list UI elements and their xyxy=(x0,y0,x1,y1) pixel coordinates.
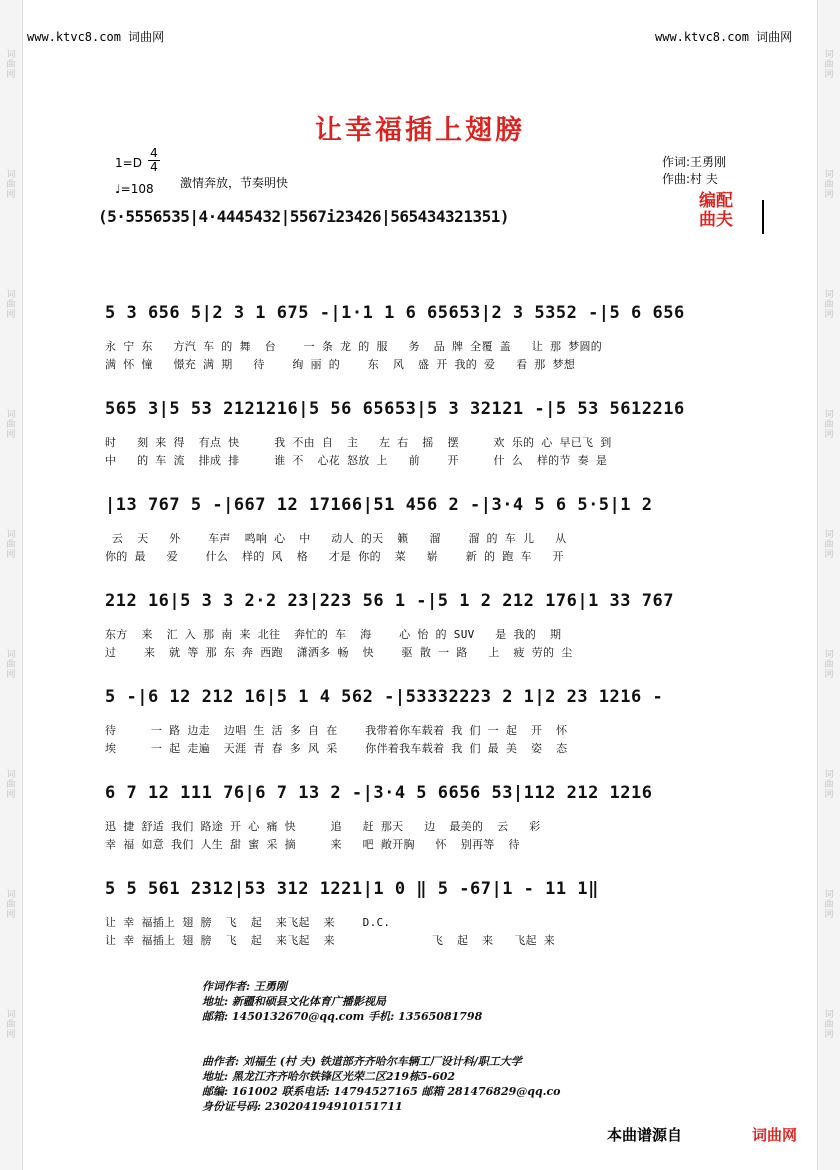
intro-notes: (5·5556535|4·4445432|5567i23426|565434321351) xyxy=(98,207,509,226)
side-watermark: 词曲网 xyxy=(6,50,16,80)
right-watermark-strip xyxy=(817,0,840,1170)
lyrics-verse-1: 时 刻 来 得 有点 快 我 不由 自 主 左 右 摇 摆 欢 乐的 心 早已飞 到 xyxy=(105,436,612,449)
side-watermark: 词曲网 xyxy=(824,650,834,680)
lyricist-address: 地址: 新疆和硕县文化体育广播影视局 xyxy=(202,995,386,1008)
source-logo[interactable]: 词曲网 xyxy=(752,1126,798,1144)
lyrics-verse-2: 过 来 就 等 那 东 奔 西跑 潇洒多 畅 快 驱 散 一 路 上 疲 劳的 尘 xyxy=(105,646,573,659)
time-top: 4 xyxy=(150,146,158,160)
intro-end-bar xyxy=(762,200,764,234)
time-bottom: 4 xyxy=(148,160,160,174)
lyrics-verse-2: 幸 福 如意 我们 人生 甜 蜜 采 摘 来 吧 敞开胸 怀 别再等 待 xyxy=(105,838,520,851)
song-title: 让幸福插上翅膀 xyxy=(315,115,525,146)
composer-id: 身份证号码: 230204194910151711 xyxy=(202,1100,403,1113)
notes-line: 5 -|6 12 212 16|5 1 4 562 -|53332223 2 1|2 23 1216 - xyxy=(105,687,664,707)
composer-contact: 邮编: 161002 联系电话: 14794527165 邮箱 281476829@qq.co xyxy=(202,1085,561,1098)
lyricist-contact: 邮箱: 1450132670@qq.com 手机: 13565081798 xyxy=(202,1010,483,1023)
lyrics-verse-1: 待 一 路 边走 边唱 生 活 多 自 在 我带着你车载着 我 们 一 起 开 怀 xyxy=(105,724,568,737)
side-watermark: 词曲网 xyxy=(6,170,16,200)
header-left-site[interactable]: www.ktvc8.com 词曲网 xyxy=(27,30,165,44)
left-watermark-strip xyxy=(0,0,23,1170)
lyrics-verse-1: 云 天 外 车声 鸣响 心 中 动人 的天 籁 溜 溜 的 车 儿 从 xyxy=(105,532,567,545)
lyrics-verse-2: 埃 一 起 走遍 天涯 青 春 多 风 采 你伴着我车载着 我 们 最 美 姿 态 xyxy=(105,742,568,755)
intro-line xyxy=(98,200,643,234)
composer-name: 曲作者: 刘福生 (村 夫) 铁道部齐齐哈尔车辆工厂设计科/职工大学 xyxy=(202,1055,522,1068)
side-watermark: 词曲网 xyxy=(6,290,16,320)
lyrics-verse-2: 让 幸 福插上 翅 膀 飞 起 来飞起 来 飞 起 来 飞起 来 xyxy=(105,934,556,947)
side-watermark: 词曲网 xyxy=(824,290,834,320)
side-watermark: 词曲网 xyxy=(824,1010,834,1040)
lyrics-verse-1: 让 幸 福插上 翅 膀 飞 起 来飞起 来 D.C. xyxy=(105,916,391,929)
side-watermark: 词曲网 xyxy=(6,650,16,680)
notes-line: |13 767 5 -|667 12 17166|51 456 2 -|3·4 5 6 5·5|1 2 xyxy=(105,495,653,515)
lyricist-credit: 作词:王勇刚 xyxy=(662,155,727,169)
notes-line: 565 3|5 53 2121216|5 56 65653|5 3 32121 -|5 53 5612216 xyxy=(105,399,685,419)
tempo-marking: ♩=108 xyxy=(115,182,154,196)
side-watermark: 词曲网 xyxy=(6,410,16,440)
side-watermark: 词曲网 xyxy=(6,530,16,560)
lyrics-verse-2: 你的 最 爱 什么 样的 风 格 才是 你的 菜 崭 新 的 跑 车 开 xyxy=(105,550,564,563)
lyricist-name: 作词作者: 王勇刚 xyxy=(202,980,287,993)
time-signature xyxy=(148,147,160,174)
lyrics-verse-2: 中 的 车 流 排成 排 谁 不 心花 怒放 上 前 开 什 么 样的节 奏 是 xyxy=(105,454,608,467)
composer-address: 地址: 黑龙江齐齐哈尔铁锋区光荣二区219栋5-602 xyxy=(202,1070,456,1083)
lyrics-verse-1: 东方 来 汇 入 那 南 来 北往 奔忙的 车 海 心 怡 的 SUV 是 我的 期 xyxy=(105,628,562,641)
side-watermark: 词曲网 xyxy=(824,890,834,920)
notes-line: 5 3 656 5|2 3 1 675 -|1·1 1 6 65653|2 3 5352 -|5 6 656 xyxy=(105,303,685,323)
mood-marking: 激情奔放，节奏明快 xyxy=(180,176,289,190)
side-watermark: 词曲网 xyxy=(824,530,834,560)
arranger-stamp: 编配曲夫 xyxy=(699,191,733,230)
source-label: 本曲谱源自 xyxy=(607,1126,683,1144)
lyrics-verse-1: 迅 捷 舒适 我们 路途 开 心 痛 快 追 赶 那天 边 最美的 云 彩 xyxy=(105,820,541,833)
side-watermark: 词曲网 xyxy=(6,770,16,800)
side-watermark: 词曲网 xyxy=(824,770,834,800)
side-watermark: 词曲网 xyxy=(6,1010,16,1040)
lyrics-verse-1: 永 宁 东 方汽 车 的 舞 台 一 条 龙 的 服 务 品 牌 全覆 盖 让 那 梦圆的 xyxy=(105,340,603,353)
side-watermark: 词曲网 xyxy=(824,50,834,80)
notes-line: 212 16|5 3 3 2·2 23|223 56 1 -|5 1 2 212 176|1 33 767 xyxy=(105,591,674,611)
side-watermark: 词曲网 xyxy=(824,410,834,440)
composer-credit: 作曲:村 夫 xyxy=(662,172,718,186)
side-watermark: 词曲网 xyxy=(6,890,16,920)
notes-line: 5 5 561 2312|53 312 1221|1 0 ‖ 5 -67|1 - 11 1‖ xyxy=(105,879,599,899)
key-signature: 1=D xyxy=(115,156,142,170)
notes-line: 6 7 12 111 76|6 7 13 2 -|3·4 5 6656 53|112 212 1216 xyxy=(105,783,653,803)
lyrics-verse-2: 满 怀 憧 憬充 满 期 待 绚 丽 的 东 风 盛 开 我的 爱 看 那 梦想 xyxy=(105,358,576,371)
header-right-site[interactable]: www.ktvc8.com 词曲网 xyxy=(655,30,793,44)
side-watermark: 词曲网 xyxy=(824,170,834,200)
